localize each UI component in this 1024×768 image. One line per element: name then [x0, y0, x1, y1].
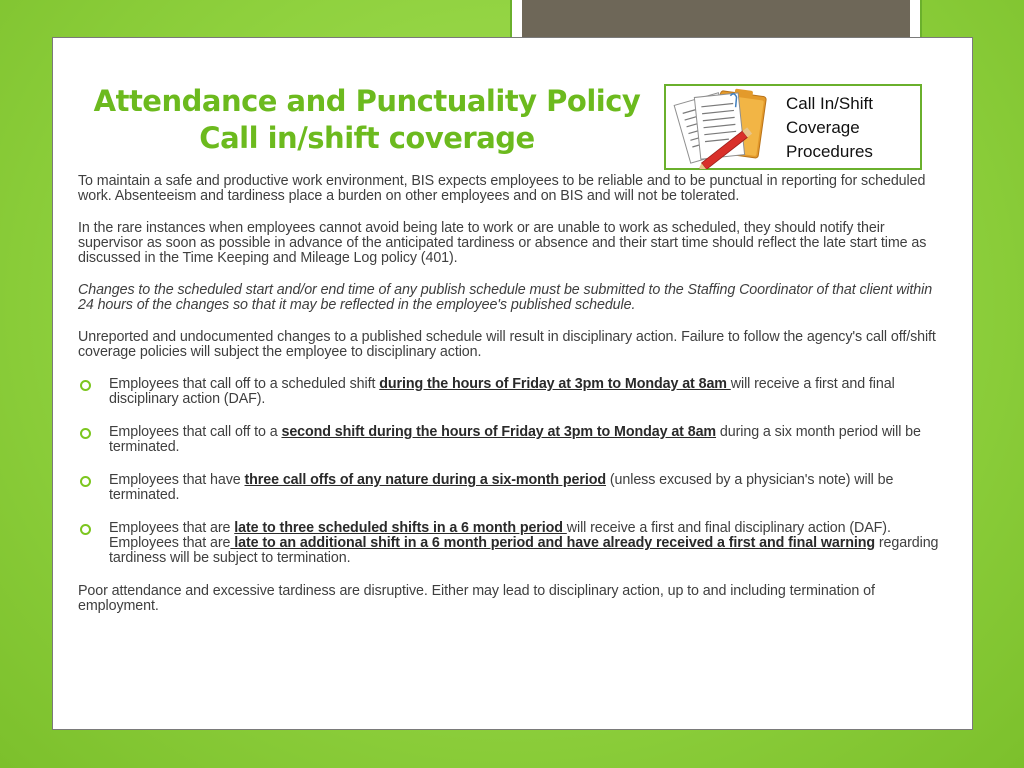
- bullet-text: will receive a first and final disciplinary action (DAF). Employees that are: [109, 520, 891, 551]
- bullet-emphasis: during the hours of Friday at 3pm to Monday at 8am: [379, 376, 731, 392]
- callout-text: [786, 92, 916, 164]
- list-item: [78, 377, 944, 407]
- bullet-text: Employees that call off to a: [109, 424, 282, 440]
- bullet-emphasis: three call offs of any nature during a six-month period: [244, 472, 607, 488]
- bullet-circle-icon: [80, 524, 91, 535]
- slide-title-line-2: Call in/shift coverage: [199, 121, 535, 155]
- bullet-text: will receive a first and final disciplinary action (DAF).: [109, 376, 895, 407]
- bullet-text: regarding tardiness will be subject to termination.: [109, 535, 939, 566]
- policy-body: [78, 174, 944, 631]
- bullet-circle-icon: [80, 476, 91, 487]
- bullet-text: Employees that call off to a scheduled shift: [109, 376, 380, 392]
- bullet-text: Employees that have: [109, 472, 245, 488]
- bullet-emphasis: second shift during the hours of Friday at 3pm to Monday at 8am: [281, 424, 717, 440]
- bullet-text: during a six month period will be terminated.: [109, 424, 921, 455]
- call-in-procedures-callout: [664, 84, 922, 170]
- schedule-change-paragraph: Changes to the scheduled start and/or end time of any publish schedule must be submitted to the Staffing Coordinator of that client within 24 hours of the changes so that it may be reflected in the employee's published schedule.: [78, 282, 933, 313]
- slide-title: [82, 83, 652, 157]
- callout-line-2: Coverage: [786, 118, 860, 137]
- bullet-circle-icon: [80, 380, 91, 391]
- callout-line-1: Call In/Shift: [786, 94, 873, 113]
- bullet-text: Employees that are: [109, 520, 235, 536]
- documents-pencil-icon: [668, 87, 783, 169]
- bullet-emphasis: late to three scheduled shifts in a 6 month period: [234, 520, 567, 536]
- callout-line-3: Procedures: [786, 142, 873, 161]
- intro-paragraph: To maintain a safe and productive work environment, BIS expects employees to be reliable and to be punctual in reporting for scheduled work. Absenteeism and tardiness place a burden on other employees and on BIS and will not be tolerated.: [78, 173, 926, 204]
- notification-paragraph: In the rare instances when employees cannot avoid being late to work or are unable to work as scheduled, they should notify their supervisor as soon as possible in advance of the anticipated tardiness or absence and their start time should reflect the late start time as discussed in the Time Keeping and Mileage Log policy (401).: [78, 220, 927, 266]
- bullet-text: (unless excused by a physician's note) will be terminated.: [109, 472, 894, 503]
- list-item: [78, 521, 944, 566]
- bullet-emphasis: late to an additional shift in a 6 month period and have already received a first and final warning: [230, 535, 876, 551]
- bullet-circle-icon: [80, 428, 91, 439]
- disciplinary-paragraph: Unreported and undocumented changes to a published schedule will result in disciplinary action. Failure to follow the agency's call off/shift coverage policies will subject the employee to disciplinary action.: [78, 329, 936, 360]
- policy-bullet-list: [78, 377, 944, 566]
- list-item: [78, 473, 944, 503]
- closing-paragraph: Poor attendance and excessive tardiness are disruptive. Either may lead to disciplinary action, up to and including termination of employment.: [78, 583, 875, 614]
- slide-title-line-1: Attendance and Punctuality Policy: [93, 84, 641, 118]
- list-item: [78, 425, 944, 455]
